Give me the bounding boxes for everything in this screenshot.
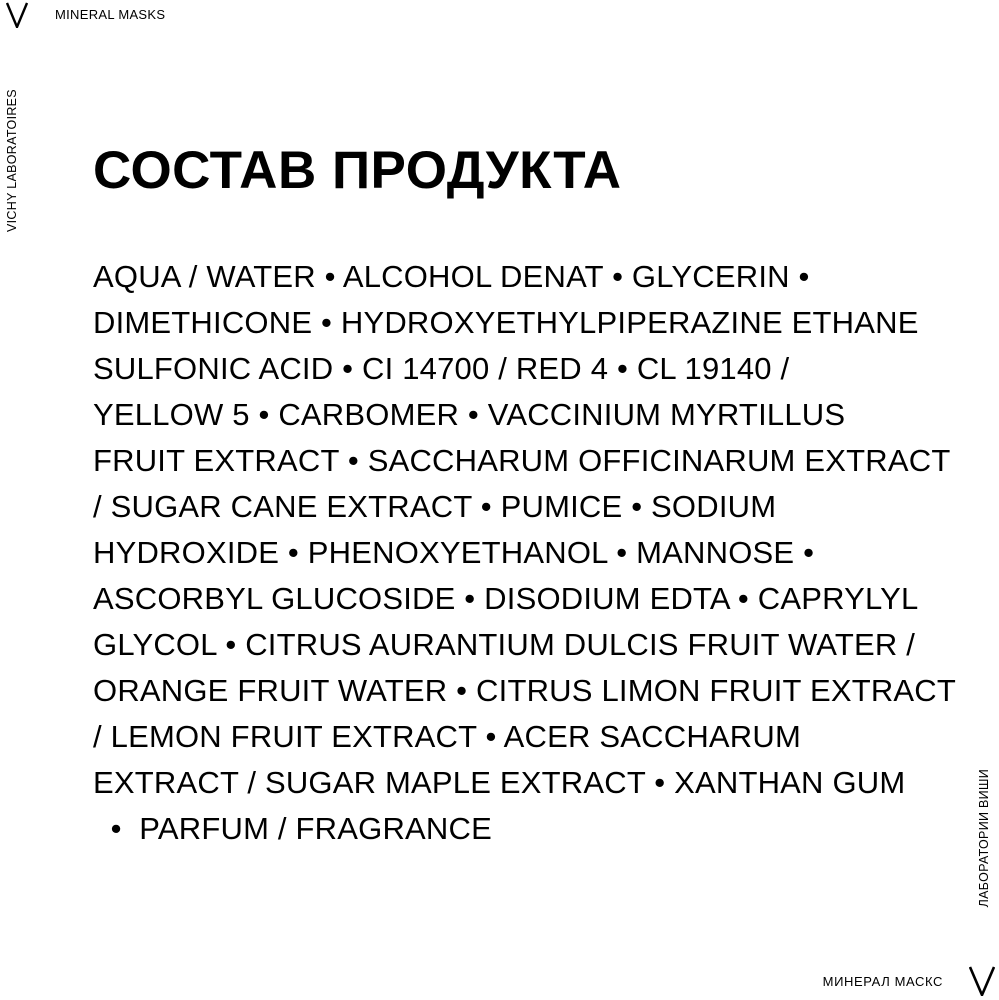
brand-vertical-label: VICHY LABORATOIRES xyxy=(5,89,19,232)
ingredient-line: ORANGE FRUIT WATER • CITRUS LIMON FRUIT EXTRACT xyxy=(93,673,957,708)
page-title: СОСТАВ ПРОДУКТА xyxy=(93,141,622,200)
v-logo-icon xyxy=(6,2,28,28)
ingredient-line: ASCORBYL GLUCOSIDE • DISODIUM EDTA • CAPRYLYL xyxy=(93,581,919,616)
ingredient-line: HYDROXIDE • PHENOXYETHANOL • MANNOSE • xyxy=(93,535,815,570)
ingredient-line: • PARFUM / FRAGRANCE xyxy=(93,811,492,846)
v-logo-icon xyxy=(969,966,995,996)
collection-label-ru: МИНЕРАЛ МАСКС xyxy=(822,974,943,989)
ingredient-line: AQUA / WATER • ALCOHOL DENAT • GLYCERIN • xyxy=(93,259,810,294)
ingredient-line: DIMETHICONE • HYDROXYETHYLPIPERAZINE ETHANE xyxy=(93,305,919,340)
ingredient-line: SULFONIC ACID • CI 14700 / RED 4 • CL 19140 / xyxy=(93,351,790,386)
ingredient-line: GLYCOL • CITRUS AURANTIUM DULCIS FRUIT WATER / xyxy=(93,627,916,662)
ingredient-line: YELLOW 5 • CARBOMER • VACCINIUM MYRTILLUS xyxy=(93,397,846,432)
ingredients-list xyxy=(93,254,957,852)
ingredient-line: FRUIT EXTRACT • SACCHARUM OFFICINARUM EXTRACT xyxy=(93,443,951,478)
ingredient-line: / SUGAR CANE EXTRACT • PUMICE • SODIUM xyxy=(93,489,777,524)
ingredient-line: EXTRACT / SUGAR MAPLE EXTRACT • XANTHAN GUM xyxy=(93,765,906,800)
collection-label: MINERAL MASKS xyxy=(55,7,166,22)
brand-vertical-label-ru: ЛАБОРАТОРИИ ВИШИ xyxy=(977,769,991,908)
ingredient-line: / LEMON FRUIT EXTRACT • ACER SACCHARUM xyxy=(93,719,802,754)
